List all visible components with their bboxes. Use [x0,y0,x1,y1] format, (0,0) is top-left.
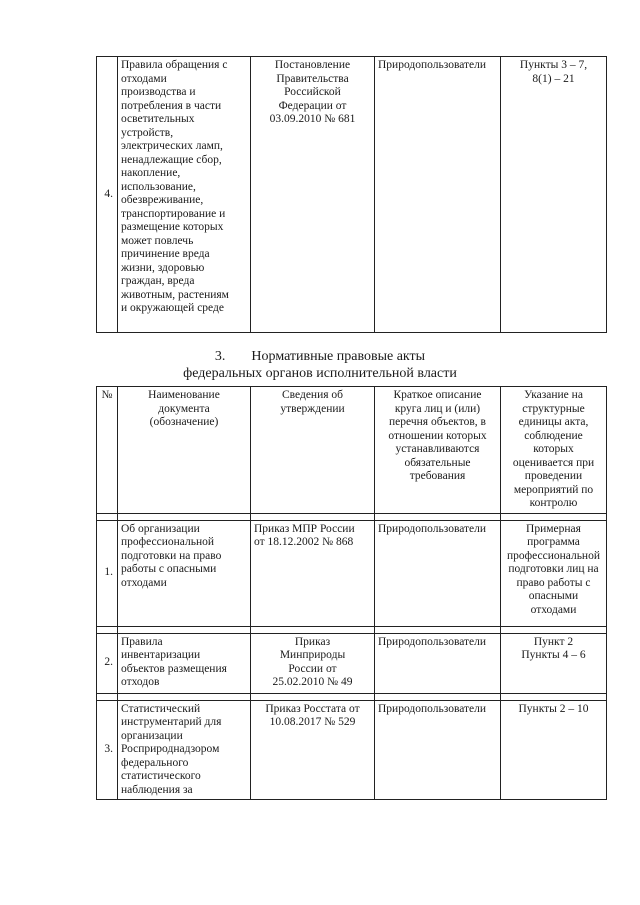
table-row [97,700,607,800]
table-gap-row [97,513,607,520]
table-gap-row [97,693,607,700]
document-name: Об организации профессиональной подготовки на право работы с опасными отходами [118,520,251,626]
table-row [97,57,607,333]
row-number: 3. [97,700,118,800]
header-persons: Краткое описание круга лиц и (или) перечня объектов, в отношении которых устанавливаются обязательные требования [375,387,501,514]
section-title-line2: федеральных органов исполнительной власти [183,366,457,381]
structural-units: Примерная программа профессиональной подготовки лиц на право работы с опасными отходами [501,520,607,626]
acts-table [96,386,607,800]
approval-info: Приказ МПР России от 18.12.2002 № 868 [251,520,375,626]
persons-description: Природопользователи [375,57,501,333]
header-name: Наименование документа (обозначение) [118,387,251,514]
section-number: 3. [214,349,226,364]
section-title-line1: Нормативные правовые акты [251,349,426,364]
row-number: 4. [97,57,118,333]
persons-description: Природопользователи [375,633,501,693]
approval-info: Приказ Росстата от 10.08.2017 № 529 [251,700,375,800]
document-name: Правила обращения с отходами производства и потребления в части осветительных устройств, электрических ламп, ненадлежащие сбор, накопление, использование, обезвреживание, транспортирование и размещение которых может повлечь причинение вреда жизни, здоровью граждан, вреда животным, растениям и окружающей среде [118,57,251,333]
section-heading [0,348,640,382]
document-name: Правила инвентаризации объектов размещения отходов [118,633,251,693]
table-gap-row [97,626,607,633]
row-number: 1. [97,520,118,626]
structural-units: Пункты 3 – 7, 8(1) – 21 [501,57,607,333]
top-table [96,56,607,333]
table-header-row [97,387,607,514]
header-units: Указание на структурные единицы акта, соблюдение которых оценивается при проведении мероприятий по контролю [501,387,607,514]
table-row [97,520,607,626]
row-number: 2. [97,633,118,693]
header-number: № [97,387,118,514]
structural-units: Пункт 2 Пункты 4 – 6 [501,633,607,693]
persons-description: Природопользователи [375,700,501,800]
header-approval: Сведения об утверждении [251,387,375,514]
approval-info: Постановление Правительства Российской Федерации от 03.09.2010 № 681 [251,57,375,333]
structural-units: Пункты 2 – 10 [501,700,607,800]
persons-description: Природопользователи [375,520,501,626]
table-row [97,633,607,693]
approval-info: Приказ Минприроды России от 25.02.2010 № 49 [251,633,375,693]
document-name: Статистический инструментарий для организации Росприроднадзором федерального статистического наблюдения за [118,700,251,800]
